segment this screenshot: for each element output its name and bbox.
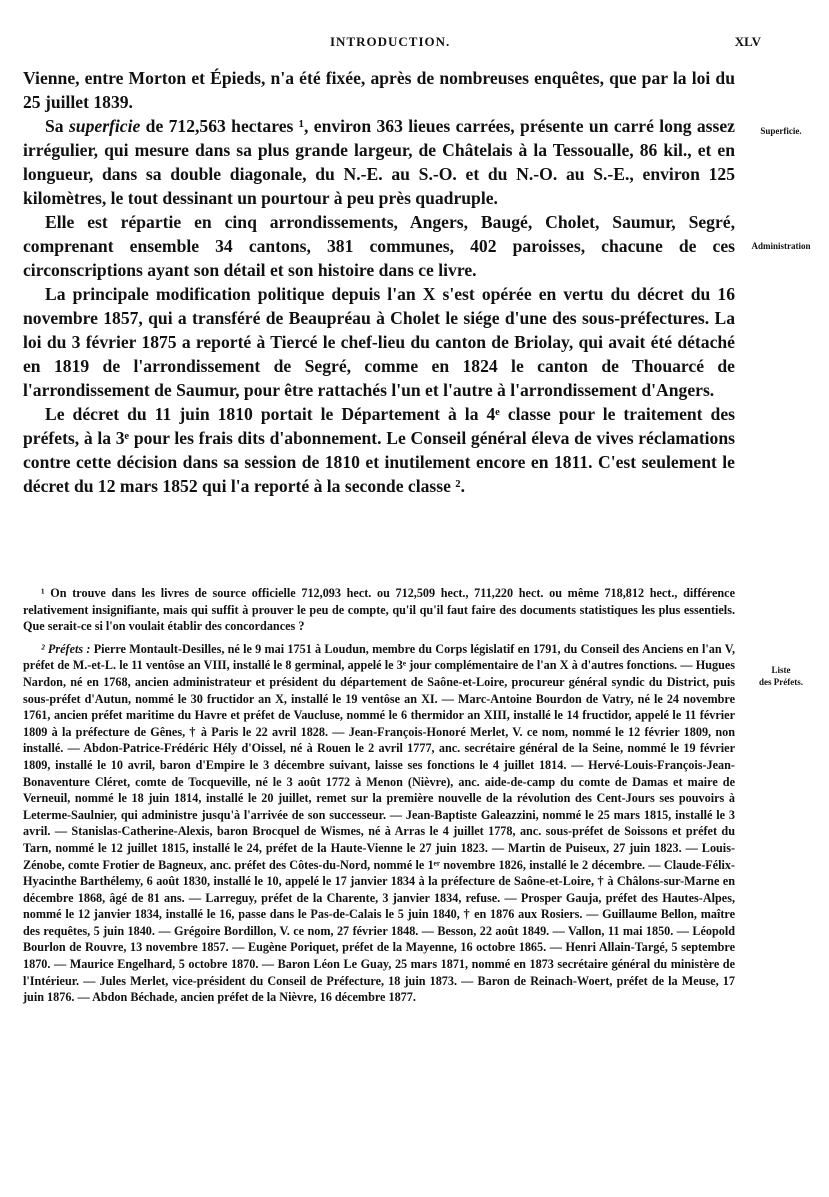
margin-note-des-prefets: des Préfets. [759, 677, 803, 687]
margin-note-liste: Liste [771, 665, 791, 675]
text-run: de 712,563 hectares ¹, environ 363 lieues carrées, présente un carré long assez irrégulier, qui mesure dans sa plus grande largeur, de Châtelais à la Tessoualle, 86 kil., et en longueur, dans sa double diagonale, du N.-E. au S.-O. et du N.-O. au S.-E., environ 125 kilomètres, le tout dessinant un pourtour à peu près quadruple. [23, 116, 735, 208]
paragraph-superficie [23, 114, 735, 210]
page-number: XLV [734, 34, 761, 49]
paragraph-modification: La principale modification politique depuis l'an X s'est opérée en vertu du décret du 16 novembre 1857, qui a transféré de Beaupréau à Cholet le siége d'une des sous-préfectures. La loi du 3 février 1875 a reporté à Tiercé le chef-lieu du canton de Briolay, qui avait été détaché en 1819 de l'arrondissement de Segré, comme en 1824 le canton de Thouarcé de l'arrondissement de Saumur, pour être rattachés l'un et l'autre à l'arrondissement d'Angers. [23, 284, 735, 400]
paragraph-decret: Le décret du 11 juin 1810 portait le Département à la 4ᵉ classe pour le traitement des préfets, à la 3ᵉ pour les frais dits d'abonnement. Le Conseil général éleva de vives réclamations contre cette décision dans sa session de 1810 et inutilement encore en 1811. C'est seulement le décret du 12 mars 1852 qui l'a reporté à la seconde classe ². [23, 404, 735, 496]
footnote-2-label: ² Préfets : [41, 641, 91, 656]
footnote-2 [23, 641, 735, 1006]
paragraph-continuation: Vienne, entre Morton et Épieds, n'a été fixée, après de nombreuses enquêtes, que par la loi du 25 juillet 1839. [23, 68, 735, 112]
main-text [23, 66, 735, 498]
text-run: Sa [45, 116, 69, 136]
footnotes [23, 585, 735, 1012]
paragraph-administration: Elle est répartie en cinq arrondissements, Angers, Baugé, Cholet, Saumur, Segré, comprenant ensemble 34 cantons, 381 communes, 402 paroisses, chacune de ces circonscriptions ayant son détail et son histoire dans ce livre. [23, 212, 735, 280]
margin-note-superficie: Superficie. [760, 126, 802, 136]
footnote-2-text: Pierre Montault-Desilles, né le 9 mai 1751 à Loudun, membre du Corps législatif en 1791, du Conseil des Anciens en l'an V, préfet de M.-et-L. le 11 ventôse an VIII, installé le 8 germinal, appelé le 3ᵉ jour complémentaire de l'an X à d'autres fonctions. — Hugues Nardon, né en 1768, ancien administrateur et président du département de Saône-et-Loire, procureur général syndic du District, puis sous-préfet d'Autun, nommé le 30 fructidor an X, installé le 19 ventôse an XI. — Marc-Antoine Bourdon de Vatry, né le 24 novembre 1761, ancien préfet maritime du Havre et préfet de Vaucluse, nommé le 6 thermidor an XIII, installé le 14 fructidor, appelé le 11 février 1809 à la préfecture de Gênes, † à Paris le 22 avril 1828. — Jean-François-Honoré Merlet, V. ce nom, nommé le 12 février 1809, non installé. — Abdon-Patrice-Frédéric Hély d'Oissel, né à Rouen le 2 avril 1777, anc. secrétaire général de la Seine, nommé le 19 février 1809, installé le 10 avril, baron d'Empire le 3 décembre suivant, laisse ses fonctions le 4 juillet 1814. — Hervé-Louis-François-Jean-Bonaventure Cléret, comte de Tocqueville, né le 3 août 1772 à Menon (Nièvre), anc. aide-de-camp du comte de Damas et maire de Verneuil, nommé le 18 juin 1814, installé le 20 juillet, remet sur la première nouvelle de la révolution des Cent-Jours ses pouvoirs à Leterme-Saulnier, qui administre jusqu'à l'arrivée de son successeur. — Jean-Baptiste Galeazzini, nommé le 25 mars 1815, installé le 3 avril. — Stanislas-Catherine-Alexis, baron Brocquel de Wismes, né à Arras le 4 juillet 1778, anc. sous-préfet de Soissons et préfet du Tarn, nommé le 12 juillet 1815, installé le 24, préfet de la Haute-Vienne le 27 juin 1823. — Martin de Puiseux, 27 juin 1823. — Louis-Zénobe, comte Frotier de Bagneux, anc. préfet des Côtes-du-Nord, nommé le 1ᵉʳ novembre 1826, installé le 2 décembre. — Claude-Félix-Hyacinthe Barthélemy, 6 août 1830, installé le 10, appelé le 17 janvier 1834 à la préfecture de Saône-et-Loire, † à Châlons-sur-Marne en décembre 1868, âgé de 81 ans. — Larreguy, préfet de la Charente, 3 janvier 1834, refuse. — Prosper Gauja, préfet des Hautes-Alpes, nommé le 12 janvier 1834, installé le 16, passe dans le Pas-de-Calais le 5 juin 1840, † en 1876 aux Rosiers. — Guillaume Bellon, maître des requêtes, 5 juin 1840. — Grégoire Bordillon, V. ce nom, 27 février 1848. — Besson, 22 août 1849. — Vallon, 11 mai 1850. — Léopold Bourlon de Rouvre, 13 novembre 1857. — Eugène Poriquet, préfet de la Mayenne, 16 octobre 1865. — Henri Allain-Targé, 5 septembre 1870. — Maurice Engelhard, 5 octobre 1870. — Baron Léon Le Guay, 25 mars 1871, nommé en 1873 secrétaire général du ministère de l'Intérieur. — Jules Merlet, vice-président du Conseil de Préfecture, 18 juin 1873. — Baron de Reinach-Woert, préfet de la Meuse, 17 juin 1876. — Abdon Béchade, ancien préfet de la Nièvre, 16 décembre 1877. [23, 641, 735, 1005]
italic-term: superficie [68, 116, 141, 136]
margin-note-administration: Administration [751, 241, 811, 251]
footnote-1: ¹ On trouve dans les livres de source officielle 712,093 hect. ou 712,509 hect., 711,220 hect. ou même 718,812 hect., différence relativement insignifiante, mais qui suffit à prouver le peu de compte, qu'il qu'il faut faire des documents statistiques les plus essentiels. Que serait-ce si l'on voulait établir des concordances ? [23, 586, 735, 634]
running-title: INTRODUCTION. [330, 34, 451, 49]
running-header [0, 34, 829, 54]
